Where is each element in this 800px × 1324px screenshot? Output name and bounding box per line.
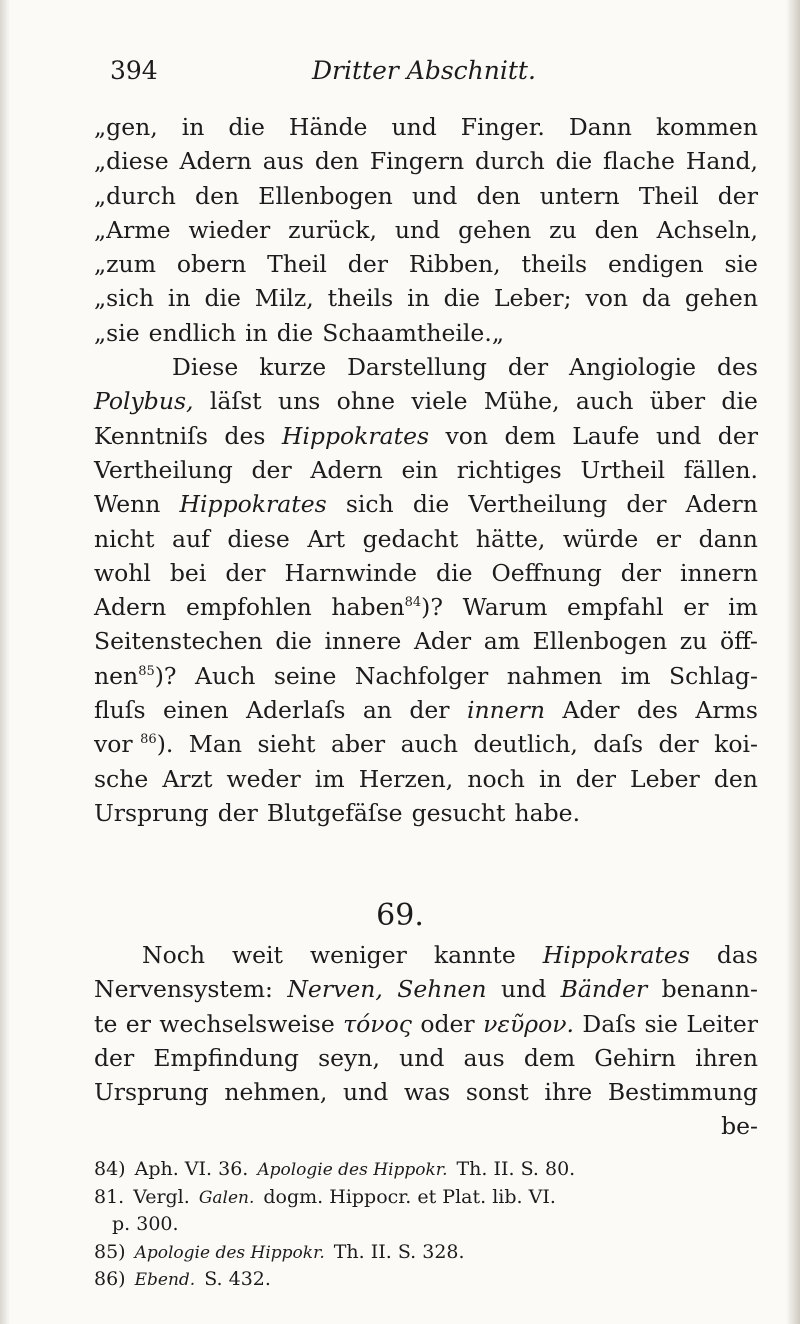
footnote-ref: 84 (404, 595, 422, 611)
page-number: 394 (110, 56, 158, 85)
footnote-ref: 86 (140, 732, 157, 748)
text-line: Seitenstechen die innere Ader am Ellenbogen zu öff- (94, 627, 758, 656)
name-hippokrates: Hippokrates (542, 941, 690, 969)
text-line: te er wechselsweise τόνος oder νεῦρον. Daſs sie Leiter (94, 1007, 758, 1041)
name-hippokrates: Hippokrates (281, 421, 430, 450)
text-line: „sich in die Milz, theils in die Leber; von da gehen (94, 284, 758, 313)
greek-term-neuron: νεῦρον. (483, 1009, 574, 1038)
text-line: vor $^{86}$). Man sieht aber auch deutlich, daſs der koi- (94, 730, 758, 759)
text-line: Adern empfohlen haben$^{84}$)? Warum empfahl er im (94, 593, 758, 622)
text-line: Kenntniſs des Hippokrates von dem Laufe und der (94, 419, 758, 453)
footnote-86: 86) Ebend. S. 432. (94, 1268, 271, 1290)
text-line: „durch den Ellenbogen und den untern Theil der (94, 181, 758, 210)
text-line: „zum obern Theil der Ribben, theils endigen sie (94, 250, 758, 279)
greek-term-tonos: τόνος (343, 1009, 412, 1038)
text-line: nicht auf diese Art gedacht hätte, würde er dann (94, 524, 758, 553)
text-line: Nervensystem: Nerven, Sehnen und Bänder benann- (94, 972, 758, 1006)
text-line: „diese Adern aus den Fingern durch die flache Hand, (94, 147, 758, 176)
main-text (94, 110, 758, 830)
term-baender: Bänder (560, 975, 648, 1004)
text-line: fluſs einen Aderlaſs an der innern Ader des Arms (94, 693, 758, 727)
footnote-81: 81. Vergl. Galen. dogm. Hippocr. et Plat. lib. VI. (94, 1185, 556, 1208)
page-edge-shadow-left (0, 0, 10, 1324)
running-head-title: Dritter Abschnitt. (312, 56, 536, 85)
text-line: „gen, in die Hände und Finger. Dann kommen (94, 113, 758, 141)
footnotes (94, 1156, 758, 1294)
text-line: wohl bei der Harnwinde die Oeffnung der innern (94, 558, 758, 587)
name-polybus: Polybus, (94, 387, 194, 416)
term-nerven: Nerven, (287, 975, 383, 1004)
footnote-85: 85) Apologie des Hippokr. Th. II. S. 328. (94, 1240, 465, 1263)
text-line: sche Arzt weder im Herzen, noch in der Leber den (94, 764, 758, 793)
emphasis-innern: innern (466, 696, 545, 725)
text-line: Diese kurze Darstellung der Angiologie des (172, 353, 758, 382)
running-head (110, 52, 750, 92)
text-line: Wenn Hippokrates sich die Vertheilung der Adern (94, 487, 758, 521)
text-line: „Arme wieder zurück, und gehen zu den Achseln, (94, 215, 758, 244)
section-text (94, 938, 758, 1144)
footnote-84: 84) Aph. VI. 36. Apologie des Hippokr. Th. II. S. 80. (94, 1158, 576, 1180)
catchword: be- (721, 1112, 758, 1141)
text-line: Ursprung der Blutgefäſse gesucht habe. (94, 798, 581, 827)
text-line: „sie endlich in die Schaamtheile.„ (94, 318, 504, 347)
text-line: nen$^{85}$)? Auch seine Nachfolger nahmen im Schlag- (94, 661, 758, 690)
text-line: Ursprung nehmen, und was sonst ihre Bestimmung (94, 1078, 758, 1107)
term-sehnen: Sehnen (397, 975, 487, 1004)
name-hippokrates: Hippokrates (179, 490, 327, 519)
text-line: der Empfindung seyn, und aus dem Gehirn ihren (94, 1043, 758, 1072)
footnote-81-continuation: p. 300. (112, 1213, 179, 1235)
catchword-row (94, 1109, 758, 1143)
page-edge-shadow-right (786, 0, 800, 1324)
text-line: Noch weit weniger kannte Hippokrates das (94, 938, 758, 972)
footnote-ref: 85 (138, 663, 155, 679)
section-number: 69. (376, 898, 424, 933)
text-line: Vertheilung der Adern ein richtiges Urtheil fällen. (94, 455, 758, 484)
text-line: Polybus, läſst uns ohne viele Mühe, auch über die (94, 384, 758, 418)
